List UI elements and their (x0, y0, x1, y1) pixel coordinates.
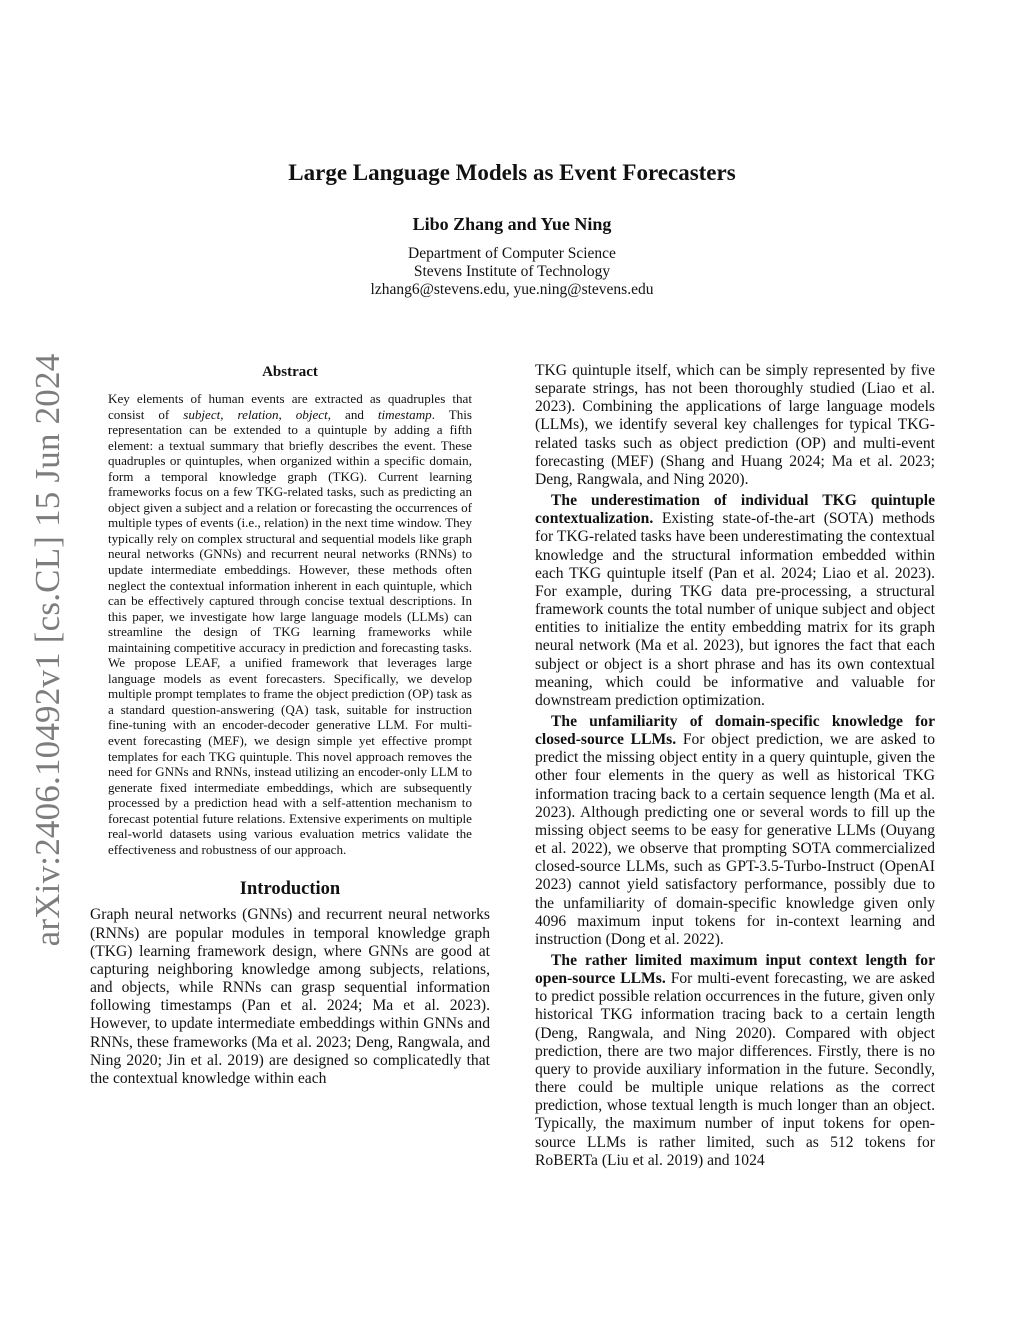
department: Department of Computer Science (408, 245, 616, 262)
challenge-paragraph-3 (535, 952, 935, 1170)
challenge-3-text: For multi-event forecasting, we are asked to predict possible relation occurrences in the future, given only historical TKG information tracing back to a certain length (Deng, Rangwala, and Ning 2020). Compared with object prediction, there are two major differences. Firstly, there is no query to provide auxiliary information in the future. Secondly, there could be multiple unique relations as the correct prediction, whose textual length is much longer than an object. Typically, the maximum number of input tokens for open-source LLMs is rather limited, such as 512 tokens for RoBERTa (Liu et al. 2019) and 1024 (535, 970, 935, 1169)
abstract-section (108, 362, 472, 857)
right-column (535, 362, 935, 1170)
challenge-2-text: For object prediction, we are asked to predict the missing object entity in a query quintuple, given the other four elements in the query as well as historical TKG information tracing back to a certain sequence length (Ma et al. 2023). Although predicting one or several words to fill up the missing object seems to be easy for generative LLMs (Ouyang et al. 2022), we observe that prompting SOTA commercialized closed-source LLMs, such as GPT-3.5-Turbo-Instruct (OpenAI 2023) cannot yield satisfactory performance, possibly due to the unfamiliarity of domain-specific knowledge given only 4096 maximum input tokens for in-context learning and instruction (Dong et al. 2022). (535, 731, 936, 948)
challenge-1-heading: The underestimation of individual TKG quintuple contextualization. (535, 492, 935, 528)
challenge-3-heading: The rather limited maximum input context length for open-source LLMs. (535, 952, 935, 988)
paper-title: Large Language Models as Event Forecasters (288, 160, 736, 185)
author-emails: lzhang6@stevens.edu, yue.ning@stevens.edu (370, 281, 654, 298)
introduction-heading: Introduction (239, 879, 341, 900)
institution: Stevens Institute of Technology (413, 263, 611, 280)
challenge-paragraph-2 (535, 713, 935, 949)
abstract-text-part: , and (327, 406, 378, 422)
abstract-italic-terms: subject, relation, object (183, 406, 328, 422)
left-column (90, 362, 490, 1088)
challenge-1-text: Existing state-of-the-art (SOTA) methods for TKG-related tasks have been underestimating the contextual knowledge and the structural information embedded within each TKG quintuple itself (Pan et al. 2024; Liao et al. 2023). For example, during TKG data pre-processing, a structural framework counts the total number of unique subject and object entities to initialize the entity embedding matrix for its graph neural network (Ma et al. 2023), but ignores the fact that each subject or object is a short phrase and has its own contextual meaning, which could be informative and valuable for downstream prediction optimization. (535, 510, 935, 709)
introduction-paragraph: Graph neural networks (GNNs) and recurrent neural networks (RNNs) are popular modules in temporal knowledge graph (TKG) learning framework design, where GNNs are good at capturing neighboring knowledge among subjects, relations, and objects, while RNNs can grasp sequential information following timestamps (Pan et al. 2024; Ma et al. 2023). However, to update intermediate embeddings within GNNs and RNNs, these frameworks (Ma et al. 2023; Deng, Rangwala, and Ning 2020; Jin et al. 2019) are designed so complicatedly that the contextual knowledge within each (90, 906, 490, 1087)
paper-authors: Libo Zhang and Yue Ning (412, 214, 612, 234)
abstract-text (108, 391, 472, 857)
abstract-italic-timestamp: timestamp (377, 406, 432, 422)
arxiv-identifier: arXiv:2406.10492v1 [cs.CL] 15 Jun 2024 (28, 353, 67, 947)
abstract-text-part: . This representation can be extended to a quintuple by adding a fifth element: a textual summary that briefly describes the event. These quadruples or quintuples, when organized within a specific domain, form a temporal knowledge graph (TKG). Current learning frameworks focus on a few TKG-related tasks, such as predicting an object given a subject and a relation or forecasting the occurrences of multiple types of events (i.e., relation) in the next time window. They typically rely on complex structural and sequential models like graph neural networks (GNNs) and recurrent neural networks (RNNs) to update intermediate embeddings. However, these methods often neglect the contextual information inherent in each quintuple, which can be effectively captured through concise textual descriptions. In this paper, we investigate how large language models (LLMs) can streamline the design of TKG learning frameworks while maintaining competitive accuracy in prediction and forecasting tasks. We propose LEAF, a unified framework that leverages large language models as event forecasters. Specifically, we develop multiple prompt templates to frame the object prediction (OP) task as a standard question-answering (QA) task, suitable for instruction fine-tuning with an encoder-decoder generative LLM. For multi-event forecasting (MEF), we design simple yet effective prompt templates for each TKG quintuple. This novel approach removes the need for GNNs and RNNs, instead utilizing an encoder-only LLM to generate fixed intermediate embeddings, which are subsequently processed by a prediction head with a self-attention mechanism to forecast potential future relations. Extensive experiments on multiple real-world datasets using various evaluation metrics validate the effectiveness and robustness of our approach. (108, 406, 473, 857)
challenge-paragraph-1 (535, 492, 935, 710)
abstract-text-part: Key elements of human events are extracted as quadruples that consist of (108, 391, 472, 422)
challenge-2-heading: The unfamiliarity of domain-specific knowledge for closed-source LLMs. (535, 712, 935, 749)
intro-continuation-paragraph: TKG quintuple itself, which can be simply represented by five separate strings, has not been thoroughly studied (Liao et al. 2023). Combining the applications of large language models (LLMs), we identify several key challenges for typical TKG-related tasks such as object prediction (OP) and multi-event forecasting (MEF) (Shang and Huang 2024; Ma et al. 2023; Deng, Rangwala, and Ning 2020). (535, 362, 935, 488)
abstract-heading: Abstract (262, 364, 318, 380)
author-affiliation (0, 245, 1024, 299)
